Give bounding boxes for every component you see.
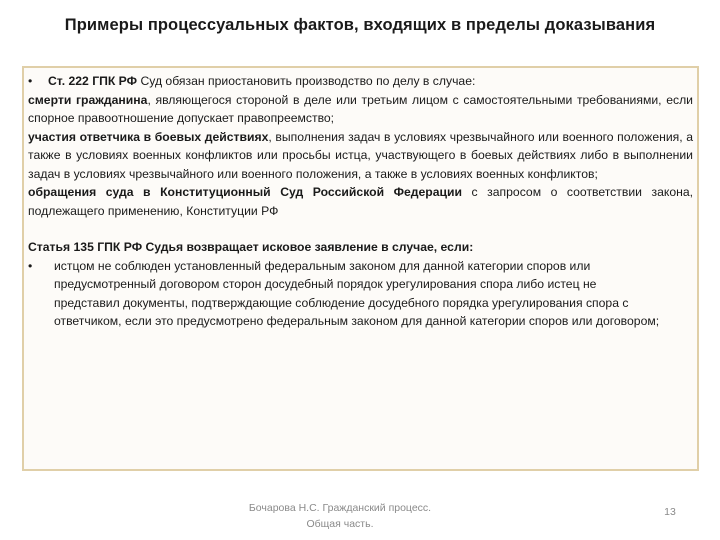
case-item-military-text: , выполнения задач в условиях чрезвычайного или военного положения, а также в условиях военных конфликтов или просьбы истца, участвующего в боевых действиях либо в выполнении задач в условиях чрезвычайного или военного положения, а также в условиях военных конфликтов; bbox=[28, 129, 693, 181]
slide-title: Примеры процессуальных фактов, входящих в пределы доказывания bbox=[64, 16, 656, 34]
footer-author: Бочарова Н.С. Гражданский процесс. Общая часть. bbox=[248, 502, 432, 530]
page-number: 13 bbox=[664, 506, 676, 518]
article135-heading: Статья 135 ГПК РФ Судья возвращает исковое заявление в случае, если: bbox=[28, 240, 474, 254]
case-item-constitutional-court bbox=[28, 183, 693, 220]
spacer bbox=[28, 220, 693, 238]
intro-text bbox=[48, 72, 475, 91]
case-item-constitutional-court-bold: обращения суда в Конституционный Суд Российской Федерации bbox=[28, 185, 462, 199]
content-box bbox=[22, 66, 699, 471]
case-item-death bbox=[28, 91, 693, 128]
bullet-icon: • bbox=[28, 74, 33, 88]
case-item-death-bold: смерти гражданина bbox=[28, 92, 148, 107]
bullet-icon: • bbox=[28, 258, 33, 273]
intro-line bbox=[28, 72, 693, 91]
article135-item-text: истцом не соблюден установленный федеральным законом для данной категории споров или предусмотренный договором сторон досудебный порядок урегулирования спора либо истец не представил документы, подтверждающие соблюдение досудебного порядка урегулирования спора с ответчиком, если это предусмотрено федеральным законом для данной категории споров или договором; bbox=[54, 258, 660, 328]
case-item-military bbox=[28, 128, 693, 184]
article135-item bbox=[28, 257, 693, 331]
case-item-military-bold: участия ответчика в боевых действиях bbox=[28, 129, 269, 144]
intro-text-rest: Суд обязан приостановить производство по делу в случае: bbox=[137, 74, 476, 88]
case-item-death-text: , являющегося стороной в деле или третьим лицом с самостоятельными требованиями, если спорное правоотношение допускает правопреемство; bbox=[28, 92, 693, 125]
intro-article-ref: Ст. 222 ГПК РФ bbox=[48, 74, 138, 88]
case-item-constitutional-court-text: с запросом о соответствии закона, подлежащего применению, Конституции РФ bbox=[28, 185, 693, 218]
